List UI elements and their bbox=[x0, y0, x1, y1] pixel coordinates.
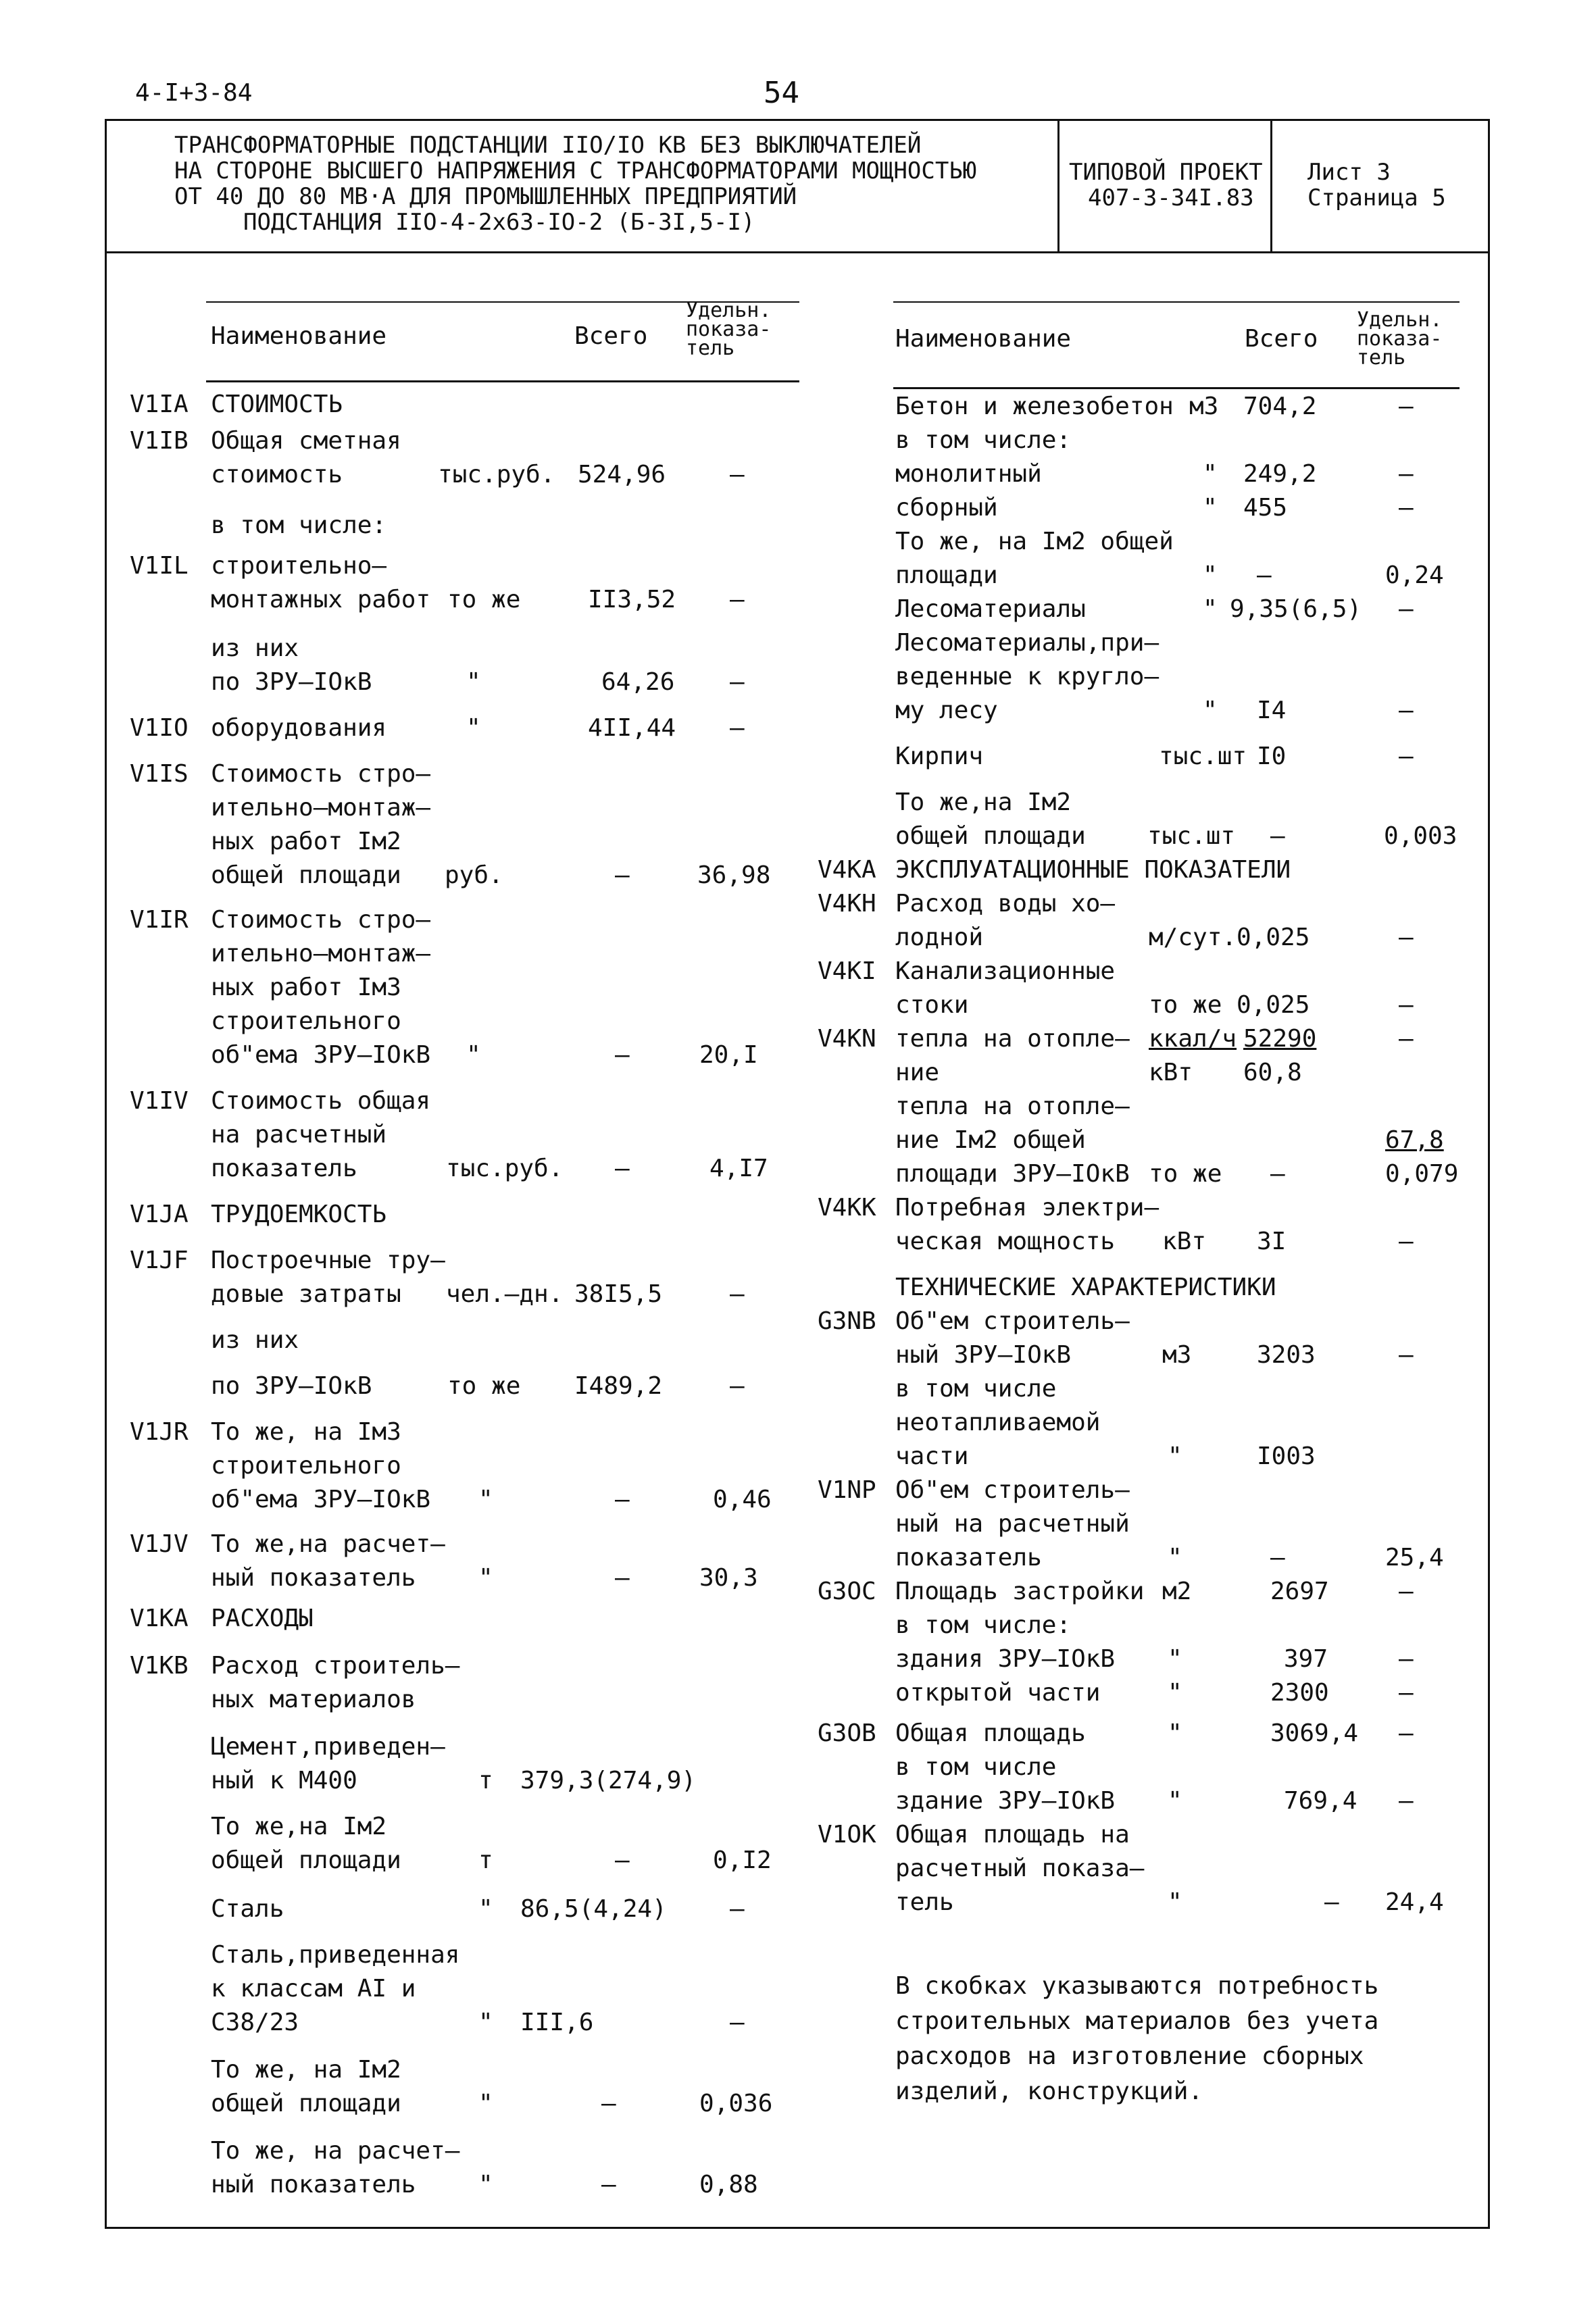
row-total: 0,025 bbox=[1237, 924, 1310, 951]
row-name: Об"ем строитель– bbox=[895, 1307, 1130, 1335]
row-name: на расчетный bbox=[211, 1121, 387, 1149]
row-unit: то же bbox=[447, 1372, 521, 1400]
row-name: Стоимость стро– bbox=[211, 760, 431, 788]
row-total: 379,3(274,9) bbox=[520, 1767, 697, 1794]
row-name: по ЗРУ–IОкВ bbox=[211, 1372, 372, 1400]
row-total: 3203 bbox=[1257, 1341, 1316, 1369]
row-unit: ккал/ч bbox=[1149, 1025, 1237, 1053]
row-name: ТЕХНИЧЕСКИЕ ХАРАКТЕРИСТИКИ bbox=[895, 1274, 1276, 1301]
row-name: к классам АI и bbox=[211, 1975, 416, 2003]
row-unit: " bbox=[1168, 1645, 1182, 1673]
row-code: V1JF bbox=[130, 1247, 189, 1274]
row-unit: " bbox=[1203, 561, 1218, 589]
row-name: ный ЗРУ–IОкВ bbox=[895, 1341, 1072, 1369]
right-col-spec-1: Удельн. bbox=[1357, 308, 1443, 332]
row-total: 64,26 bbox=[601, 668, 675, 696]
row-total: – bbox=[615, 1564, 630, 1592]
row-name: об"ема ЗРУ–IОкВ bbox=[211, 1486, 431, 1513]
row-specific: – bbox=[730, 461, 745, 488]
row-name: ный к М400 bbox=[211, 1767, 357, 1794]
note-line: В скобках указываются потребность bbox=[895, 1972, 1379, 2000]
row-name: му лесу bbox=[895, 697, 998, 724]
row-name: тепла на отопле– bbox=[895, 1025, 1130, 1053]
row-code: V1JR bbox=[130, 1418, 189, 1446]
row-total: – bbox=[615, 1041, 630, 1069]
row-total: I0 bbox=[1257, 743, 1287, 770]
row-unit: " bbox=[1168, 1787, 1182, 1815]
row-specific: – bbox=[1399, 595, 1414, 623]
row-name: Расход воды хо– bbox=[895, 890, 1116, 917]
right-col-total: Всего bbox=[1245, 325, 1318, 353]
row-code: V1NP bbox=[818, 1476, 876, 1504]
row-code: V4KK bbox=[818, 1194, 876, 1222]
row-code: G3NB bbox=[818, 1307, 876, 1335]
row-name: монолитный bbox=[895, 460, 1042, 488]
row-total: I4 bbox=[1257, 697, 1287, 724]
row-name: показатель bbox=[211, 1155, 357, 1182]
row-total: – bbox=[601, 2090, 616, 2117]
row-specific: – bbox=[1399, 991, 1414, 1019]
row-total: 3I bbox=[1257, 1228, 1287, 1255]
project-label: ТИПОВОЙ ПРОЕКТ bbox=[1069, 159, 1263, 186]
row-unit: т bbox=[478, 1846, 493, 1874]
row-name: Построечные тру– bbox=[211, 1247, 445, 1274]
page-number: 54 bbox=[764, 76, 799, 110]
row-total: 52290 bbox=[1243, 1025, 1317, 1053]
page-label: Страница 5 bbox=[1307, 184, 1446, 211]
row-total: 397 bbox=[1284, 1645, 1328, 1673]
left-col-total: Всего bbox=[574, 322, 648, 350]
row-name: стоимость bbox=[211, 461, 343, 488]
row-name: ный показатель bbox=[211, 2171, 416, 2198]
row-total: I489,2 bbox=[574, 1372, 663, 1400]
row-name: в том числе: bbox=[211, 511, 387, 539]
row-specific: 25,4 bbox=[1385, 1544, 1444, 1571]
row-name: ЭКСПЛУАТАЦИОННЫЕ ПОКАЗАТЕЛИ bbox=[895, 856, 1291, 884]
row-name: Лесоматериалы bbox=[895, 595, 1086, 623]
row-name: в том числе: bbox=[895, 426, 1072, 454]
row-total: 0,025 bbox=[1237, 991, 1310, 1019]
row-total: – bbox=[615, 1846, 630, 1874]
row-name: Бетон и железобетон bbox=[895, 393, 1174, 420]
row-name: строительно– bbox=[211, 552, 387, 580]
row-total: – bbox=[615, 861, 630, 889]
row-total: – bbox=[1324, 1888, 1339, 1916]
row-name: строительного bbox=[211, 1452, 401, 1480]
row-code: V1KB bbox=[130, 1652, 189, 1680]
row-specific: – bbox=[1399, 494, 1414, 522]
row-specific: 0,I2 bbox=[713, 1846, 772, 1874]
row-code: V1IA bbox=[130, 391, 189, 418]
row-name: То же, на Iм3 bbox=[211, 1418, 401, 1446]
row-name: здание ЗРУ–IОкВ bbox=[895, 1787, 1116, 1815]
row-code: V4KH bbox=[818, 890, 876, 917]
row-name: ние Iм2 общей bbox=[895, 1126, 1086, 1154]
right-col-name: Наименование bbox=[895, 325, 1072, 353]
row-name: Расход строитель– bbox=[211, 1652, 460, 1680]
note-line: расходов на изготовление сборных bbox=[895, 2042, 1364, 2070]
row-total: – bbox=[1270, 1160, 1285, 1188]
row-name: здания ЗРУ–IОкВ bbox=[895, 1645, 1116, 1673]
row-total: 3069,4 bbox=[1270, 1719, 1359, 1747]
row-specific: 0,88 bbox=[699, 2171, 758, 2198]
row-name: Общая площадь bbox=[895, 1719, 1086, 1747]
row-name: стоки bbox=[895, 991, 969, 1019]
row-total: – bbox=[615, 1486, 630, 1513]
row-name: показатель bbox=[895, 1544, 1042, 1571]
row-unit: " bbox=[1168, 1544, 1182, 1571]
row-name: оборудования bbox=[211, 714, 387, 742]
row-specific: 67,8 bbox=[1385, 1126, 1444, 1154]
row-name: площади ЗРУ–IОкВ bbox=[895, 1160, 1130, 1188]
row-specific: – bbox=[730, 714, 745, 742]
row-name: Об"ем строитель– bbox=[895, 1476, 1130, 1504]
row-name: из них bbox=[211, 634, 299, 662]
row-total: 86,5(4,24) bbox=[520, 1895, 667, 1923]
row-unit: тыс.руб. bbox=[438, 461, 555, 488]
row-code: V1IO bbox=[130, 714, 189, 742]
row-name: общей площади bbox=[211, 2090, 401, 2117]
row-name: То же,на расчет– bbox=[211, 1530, 445, 1558]
row-total: 769,4 bbox=[1284, 1787, 1357, 1815]
row-total: – bbox=[1257, 561, 1272, 589]
row-unit: " bbox=[1168, 1442, 1182, 1470]
row-unit: " bbox=[478, 2171, 493, 2198]
row-name: в том числе: bbox=[895, 1611, 1072, 1639]
row-specific: – bbox=[1399, 697, 1414, 724]
row-code: V1KA bbox=[130, 1605, 189, 1632]
row-unit: " bbox=[466, 714, 481, 742]
row-specific: – bbox=[730, 1895, 745, 1923]
left-col-spec-3: тель bbox=[686, 336, 735, 360]
row-specific: – bbox=[1399, 1228, 1414, 1255]
row-name: Цемент,приведен– bbox=[211, 1733, 445, 1761]
row-unit: " bbox=[478, 2090, 493, 2117]
row-unit: т bbox=[478, 1767, 493, 1794]
title-line-1: ТРАНСФОРМАТОРНЫЕ ПОДСТАНЦИИ IIO/IO КВ БЕЗ ВЫКЛЮЧАТЕЛЕЙ bbox=[174, 132, 922, 159]
row-total: 704,2 bbox=[1243, 393, 1317, 420]
right-col-spec-3: тель bbox=[1357, 346, 1406, 370]
row-specific: 0,003 bbox=[1384, 822, 1457, 850]
row-specific: 0,46 bbox=[713, 1486, 772, 1513]
row-total: – bbox=[1270, 822, 1285, 850]
row-name: То же, на Iм2 bbox=[211, 2056, 401, 2084]
row-name: об"ема ЗРУ–IОкВ bbox=[211, 1041, 431, 1069]
row-name: общей площади bbox=[211, 1846, 401, 1874]
row-name: неотапливаемой bbox=[895, 1409, 1101, 1436]
row-name: лодной bbox=[895, 924, 984, 951]
row-name: С38/23 bbox=[211, 2009, 299, 2036]
row-unit: " bbox=[1168, 1888, 1182, 1916]
row-code: V1IL bbox=[130, 552, 189, 580]
row-unit: кВт bbox=[1149, 1059, 1193, 1086]
row-name: ТРУДОЕМКОСТЬ bbox=[211, 1201, 387, 1228]
row-name: Общая сметная bbox=[211, 427, 401, 455]
row-total: – bbox=[601, 2171, 616, 2198]
row-name: в том числе bbox=[895, 1753, 1057, 1781]
row-name: довые затраты bbox=[211, 1280, 401, 1308]
doc-code: 4-I+3-84 bbox=[135, 79, 253, 107]
row-unit: м3 bbox=[1189, 393, 1219, 420]
note-line: строительных материалов без учета bbox=[895, 2007, 1379, 2035]
row-name: по ЗРУ–IОкВ bbox=[211, 668, 372, 696]
row-name: Лесоматериалы,при– bbox=[895, 629, 1159, 657]
row-specific: 0,079 bbox=[1385, 1160, 1459, 1188]
row-name: ительно–монтаж– bbox=[211, 794, 431, 822]
row-name: ческая мощность bbox=[895, 1228, 1116, 1255]
row-name: Сталь bbox=[211, 1895, 284, 1923]
row-specific: 0,24 bbox=[1385, 561, 1444, 589]
row-name: РАСХОДЫ bbox=[211, 1605, 314, 1632]
row-specific: 24,4 bbox=[1385, 1888, 1444, 1916]
row-code: V1IR bbox=[130, 906, 189, 934]
row-specific: 36,98 bbox=[697, 861, 771, 889]
row-name: ный показатель bbox=[211, 1564, 416, 1592]
row-total: 249,2 bbox=[1243, 460, 1317, 488]
row-specific: – bbox=[1399, 1787, 1414, 1815]
row-total: 4II,44 bbox=[588, 714, 676, 742]
row-name: расчетный показа– bbox=[895, 1855, 1145, 1882]
row-unit: тыс.шт bbox=[1147, 822, 1236, 850]
row-name: То же,на Iм2 bbox=[895, 788, 1072, 816]
row-specific: – bbox=[730, 1372, 745, 1400]
row-name: Сталь,приведенная bbox=[211, 1941, 460, 1969]
row-specific: 30,3 bbox=[699, 1564, 758, 1592]
row-specific: – bbox=[1399, 924, 1414, 951]
row-name: То же, на расчет– bbox=[211, 2137, 460, 2165]
row-unit: то же bbox=[1149, 991, 1222, 1019]
row-specific: – bbox=[1399, 1341, 1414, 1369]
note-line: изделий, конструкций. bbox=[895, 2078, 1203, 2105]
row-specific: – bbox=[730, 2009, 745, 2036]
row-specific: – bbox=[1399, 743, 1414, 770]
row-code: V1IB bbox=[130, 427, 189, 455]
row-unit: чел.–дн. bbox=[446, 1280, 564, 1308]
row-name: ных работ Iм3 bbox=[211, 974, 401, 1001]
row-unit: " bbox=[478, 1564, 493, 1592]
left-col-spec-1: Удельн. bbox=[686, 299, 772, 322]
row-name: Потребная электри– bbox=[895, 1194, 1159, 1222]
row-unit: тыс.шт bbox=[1159, 743, 1247, 770]
row-unit: " bbox=[1203, 494, 1218, 522]
row-name: общей площади bbox=[895, 822, 1086, 850]
title-line-4: ПОДСТАНЦИЯ IIO-4-2x63-IO-2 (Б-3I,5-I) bbox=[243, 209, 755, 236]
sheet-number: Лист 3 bbox=[1307, 159, 1391, 186]
row-specific: – bbox=[730, 668, 745, 696]
project-number: 407-3-34I.83 bbox=[1088, 184, 1254, 211]
row-unit: " bbox=[1203, 697, 1218, 724]
row-specific: 0,036 bbox=[699, 2090, 773, 2117]
left-col-spec-2: показа- bbox=[686, 318, 772, 341]
row-specific: – bbox=[1399, 1578, 1414, 1605]
row-name: ние bbox=[895, 1059, 940, 1086]
row-code: G3OB bbox=[818, 1719, 876, 1747]
row-total: 38I5,5 bbox=[574, 1280, 663, 1308]
row-name: ных работ Iм2 bbox=[211, 828, 401, 855]
row-unit: " bbox=[478, 1486, 493, 1513]
row-code: V4KN bbox=[818, 1025, 876, 1053]
row-name: То же, на Iм2 общей bbox=[895, 528, 1174, 555]
row-name: общей площади bbox=[211, 861, 401, 889]
row-code: V1IV bbox=[130, 1087, 189, 1115]
row-name: Площадь застройки bbox=[895, 1578, 1145, 1605]
row-name: ных материалов bbox=[211, 1686, 416, 1713]
row-total: – bbox=[1270, 1544, 1285, 1571]
row-name: в том числе bbox=[895, 1375, 1057, 1403]
row-total: 524,96 bbox=[578, 461, 666, 488]
row-code: G3OC bbox=[818, 1578, 876, 1605]
row-total: I003 bbox=[1257, 1442, 1316, 1470]
row-unit: руб. bbox=[445, 861, 503, 889]
row-code: V4KA bbox=[818, 856, 876, 884]
row-code: V1JA bbox=[130, 1201, 189, 1228]
row-total: 2697 bbox=[1270, 1578, 1329, 1605]
title-line-3: ОТ 40 ДО 80 МВ·А ДЛЯ ПРОМЫШЛЕННЫХ ПРЕДПРИЯТИЙ bbox=[174, 183, 797, 210]
row-name: ный на расчетный bbox=[895, 1510, 1130, 1538]
row-name: Стоимость стро– bbox=[211, 906, 431, 934]
row-unit: м/сут. bbox=[1149, 924, 1237, 951]
row-specific: – bbox=[730, 1280, 745, 1308]
row-name: тель bbox=[895, 1888, 954, 1916]
row-unit: " bbox=[466, 668, 481, 696]
right-col-spec-2: показа- bbox=[1357, 327, 1443, 351]
row-name: ительно–монтаж– bbox=[211, 940, 431, 967]
row-name: площади bbox=[895, 561, 998, 589]
row-name: Стоимость общая bbox=[211, 1087, 431, 1115]
row-specific: – bbox=[1399, 460, 1414, 488]
row-specific: – bbox=[1399, 393, 1414, 420]
row-total: II3,52 bbox=[588, 586, 676, 613]
row-code: V1OK bbox=[818, 1821, 876, 1848]
row-name: строительного bbox=[211, 1007, 401, 1035]
row-specific: – bbox=[730, 586, 745, 613]
row-name: веденные к кругло– bbox=[895, 663, 1159, 690]
row-name: тепла на отопле– bbox=[895, 1092, 1130, 1120]
row-name: Общая площадь на bbox=[895, 1821, 1130, 1848]
row-name: сборный bbox=[895, 494, 998, 522]
row-name: из них bbox=[211, 1326, 299, 1354]
row-unit: м3 bbox=[1162, 1341, 1192, 1369]
row-unit: то же bbox=[447, 586, 521, 613]
row-specific: 4,I7 bbox=[709, 1155, 768, 1182]
row-code: V1IS bbox=[130, 760, 189, 788]
row-total: 60,8 bbox=[1243, 1059, 1302, 1086]
row-name: Кирпич bbox=[895, 743, 984, 770]
row-name: Канализационные bbox=[895, 957, 1116, 985]
row-unit: тыс.руб. bbox=[446, 1155, 564, 1182]
title-line-2: НА СТОРОНЕ ВЫСШЕГО НАПРЯЖЕНИЯ С ТРАНСФОРМАТОРАМИ МОЩНОСТЬЮ bbox=[174, 157, 977, 184]
row-name: открытой части bbox=[895, 1679, 1101, 1707]
row-total: 455 bbox=[1243, 494, 1288, 522]
row-specific: – bbox=[1399, 1679, 1414, 1707]
row-unit: " bbox=[478, 1895, 493, 1923]
row-specific: – bbox=[1399, 1025, 1414, 1053]
row-name: части bbox=[895, 1442, 969, 1470]
row-total: 9,35(6,5) bbox=[1230, 595, 1362, 623]
row-unit: " bbox=[1203, 460, 1218, 488]
row-unit: " bbox=[1168, 1719, 1182, 1747]
row-name: монтажных работ bbox=[211, 586, 431, 613]
row-total: – bbox=[615, 1155, 630, 1182]
left-col-name: Наименование bbox=[211, 322, 387, 350]
row-code: V1JV bbox=[130, 1530, 189, 1558]
row-unit: то же bbox=[1149, 1160, 1222, 1188]
row-unit: " bbox=[1168, 1679, 1182, 1707]
row-code: V4KI bbox=[818, 957, 876, 985]
row-specific: – bbox=[1399, 1645, 1414, 1673]
row-unit: м2 bbox=[1162, 1578, 1192, 1605]
row-name: То же,на Iм2 bbox=[211, 1813, 387, 1840]
row-specific: – bbox=[1399, 1719, 1414, 1747]
row-total: III,6 bbox=[520, 2009, 594, 2036]
row-unit: " bbox=[466, 1041, 481, 1069]
row-specific: 20,I bbox=[699, 1041, 758, 1069]
row-total: 2300 bbox=[1270, 1679, 1329, 1707]
row-unit: кВт bbox=[1162, 1228, 1207, 1255]
row-unit: " bbox=[478, 2009, 493, 2036]
row-unit: " bbox=[1203, 595, 1218, 623]
row-name: СТОИМОСТЬ bbox=[211, 391, 343, 418]
